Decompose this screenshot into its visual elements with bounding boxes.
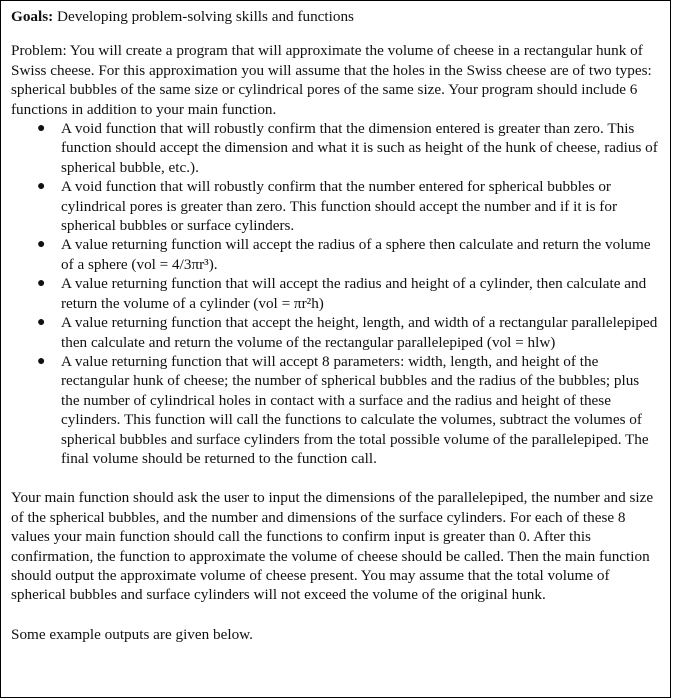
main-instructions-paragraph: Your main function should ask the user to input the dimensions of the parallelepiped, the number and size of the spherical bubbles, and the number and dimensions of the surface cylinders. For each of these 8 values your main function should call the functions to confirm input is greater than 0. After this confirmation, the function to approximate the volume of cheese should be called. Then the main function should output the approximate volume of cheese present. You may assume that the total volume of spherical bubbles and surface cylinders will not exceed the volume of the original hunk. (11, 489, 654, 604)
goals-line (11, 7, 660, 26)
requirement-text: A value returning function that will accept the radius and height of a cylinder, then calculate and return the volume of a cylinder (vol = πr²h) (61, 275, 647, 312)
bullet-icon: ● (37, 353, 46, 369)
list-item (11, 177, 660, 235)
spacer (11, 468, 660, 488)
requirement-text: A value returning function that will accept 8 parameters: width, length, and height of the rectangular hunk of cheese; the number of spherical bubbles and the radius of the bubbles; plus the number of cylindrical holes in contact with a surface and the radius and height of these cylinders. This function will call the functions to calculate the volumes, subtract the volumes of spherical bubbles and surface cylinders from the total possible volume of the parallelepiped. The final volume should be returned to the function call. (61, 352, 649, 467)
problem-paragraph: Problem: You will create a program that will approximate the volume of cheese in a rectangular hunk of Swiss cheese. For this approximation you will assume that the holes in the Swiss cheese are of two types: spherical bubbles of the same size or cylindrical pores of the same size. Your program should include 6 functions in addition to your main function. (11, 42, 652, 118)
requirement-text: A void function that will robustly confirm that the number entered for spherical bubbles or cylindrical pores is greater than zero. This function should accept the number and if it is for spherical bubbles or surface cylinders. (61, 178, 617, 235)
goals-label: Goals: (11, 8, 54, 25)
requirement-text: A void function that will robustly confirm that the dimension entered is greater than zero. This function should accept the dimension and what it is such as height of the hunk of cheese, radius of spherical bubble, etc.). (61, 120, 658, 176)
list-item (11, 352, 660, 468)
list-item (11, 119, 660, 177)
bullet-icon: ● (37, 121, 46, 137)
list-item (11, 235, 660, 274)
requirement-text: A value returning function that accept the height, length, and width of a rectangular parallelepiped then calculate and return the volume of the rectangular parallelepiped (vol = hlw) (61, 314, 658, 351)
bullet-icon: ● (37, 276, 46, 292)
closing-line: Some example outputs are given below. (11, 625, 253, 643)
list-item (11, 274, 660, 313)
goals-text: Developing problem-solving skills and functions (53, 8, 354, 25)
requirements-list (11, 119, 660, 468)
bullet-icon: ● (37, 237, 46, 253)
bullet-icon: ● (37, 179, 46, 195)
bullet-icon: ● (37, 315, 46, 331)
requirement-text: A value returning function will accept the radius of a sphere then calculate and return the volume of a sphere (vol = 4/3πr³). (61, 236, 651, 273)
spacer (11, 605, 660, 625)
list-item (11, 313, 660, 352)
